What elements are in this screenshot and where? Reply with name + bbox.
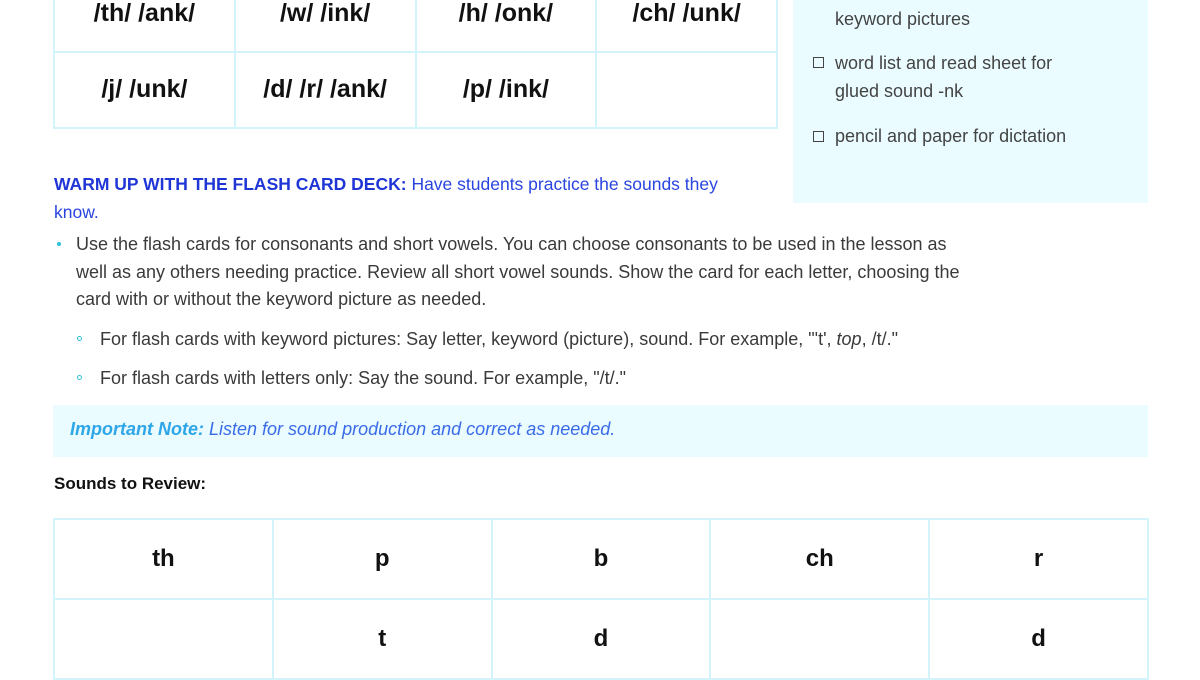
- table-row: [54, 599, 1148, 679]
- materials-box: [793, 0, 1148, 203]
- review-word-grid: [53, 0, 778, 129]
- grid-cell: /p/ /ink/: [416, 52, 597, 129]
- table-row: [54, 0, 777, 52]
- warmup-paragraph: [54, 170, 754, 226]
- materials-item-label-cont: glued sound -nk: [835, 81, 964, 101]
- sound-cell: [710, 599, 929, 679]
- checkbox-icon: [813, 131, 824, 142]
- table-row: [54, 519, 1148, 599]
- note-label: Important Note:: [70, 419, 204, 439]
- grid-cell: /h/ /onk/: [416, 0, 597, 52]
- sound-cell: t: [273, 599, 492, 679]
- grid-cell: /ch/ /unk/: [596, 0, 777, 52]
- materials-item-label: word list and read sheet for: [835, 53, 1053, 73]
- grid-cell: /d/ /r/ /ank/: [235, 52, 416, 129]
- instruction-line: Use the flash cards for consonants and short vowels. You can choose consonants to be used in the lesson as: [76, 234, 947, 254]
- sound-cell: r: [929, 519, 1148, 599]
- table-row: [54, 52, 777, 129]
- checkbox-icon: [813, 57, 824, 68]
- important-note-box: [53, 405, 1148, 457]
- instruction-line: well as any others needing practice. Review all short vowel sounds. Show the card for each letter, choosing the: [76, 262, 960, 282]
- sound-cell: d: [929, 599, 1148, 679]
- grid-cell: /th/ /ank/: [54, 0, 235, 52]
- instruction-line: card with or without the keyword picture as needed.: [76, 289, 487, 309]
- sounds-grid: [53, 518, 1149, 680]
- sound-cell: th: [54, 519, 273, 599]
- sound-cell: b: [492, 519, 711, 599]
- sub-bullet-icon: [77, 375, 82, 380]
- sub-instruction-letters: For flash cards with letters only: Say the sound. For example, "/t/.": [100, 368, 626, 388]
- warmup-intro: Have students practice the sounds they know.: [54, 174, 718, 222]
- sound-cell: ch: [710, 519, 929, 599]
- grid-cell: /j/ /unk/: [54, 52, 235, 129]
- sound-cell: [54, 599, 273, 679]
- sub-instruction-keyword: For flash cards with keyword pictures: Say letter, keyword (picture), sound. For example, "'t', top, /t/.": [100, 329, 898, 349]
- grid-cell: /w/ /ink/: [235, 0, 416, 52]
- sound-cell: p: [273, 519, 492, 599]
- bullet-icon: [57, 242, 61, 246]
- materials-item-label: pencil and paper for dictation: [835, 126, 1067, 146]
- sub-bullet-icon: [77, 336, 82, 341]
- grid-cell: [596, 52, 777, 129]
- note-text: Listen for sound production and correct as needed.: [204, 419, 616, 439]
- important-note: [70, 415, 615, 443]
- warmup-heading: WARM UP WITH THE FLASH CARD DECK:: [54, 174, 407, 194]
- sounds-to-review-heading: Sounds to Review:: [54, 474, 207, 493]
- materials-item-continuation: keyword pictures: [835, 9, 971, 29]
- sound-cell: d: [492, 599, 711, 679]
